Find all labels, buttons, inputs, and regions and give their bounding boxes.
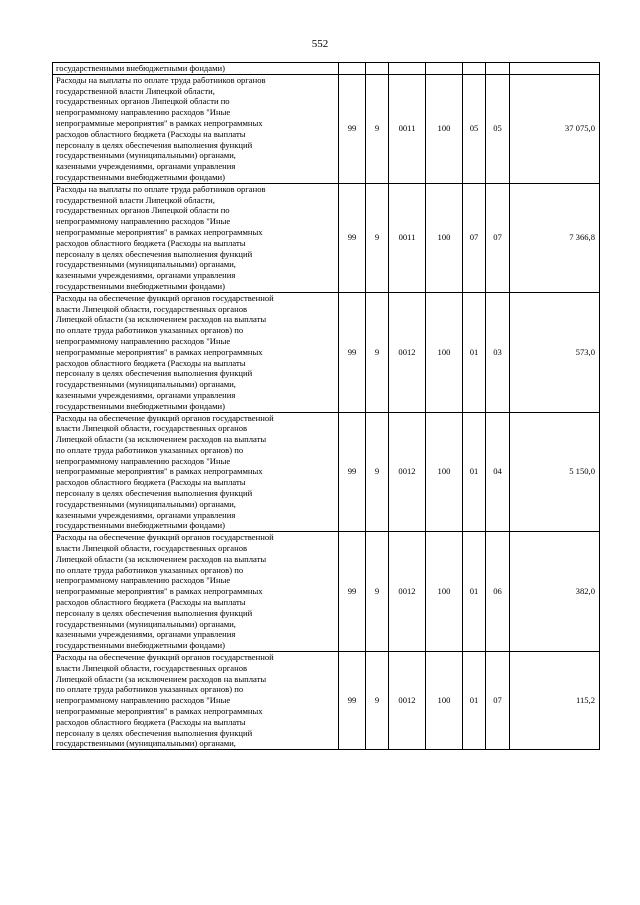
description-line: Липецкой области (за исключением расходов на выплаты xyxy=(56,314,267,325)
subsection-cell xyxy=(486,63,510,75)
table-row xyxy=(53,63,600,75)
description-line: казенными учреждениями, органами управления xyxy=(56,509,236,520)
description-line: Липецкой области (за исключением расходов на выплаты xyxy=(56,553,267,564)
budget-table xyxy=(52,62,600,750)
section-cell: 07 xyxy=(463,183,486,292)
description-line: персоналу в целях обеспечения выполнения функций xyxy=(56,368,253,379)
program-code-cell: 99 xyxy=(339,74,366,183)
expense-type-cell: 100 xyxy=(426,652,463,750)
subprogram-code-cell xyxy=(366,63,389,75)
description-line: непрограммные мероприятия" в рамках непрограммных xyxy=(56,346,263,357)
description-line: персоналу в целях обеспечения выполнения функций xyxy=(56,488,253,499)
description-line: по оплате труда работников указанных органов) по xyxy=(56,325,244,336)
expense-description xyxy=(53,183,339,292)
subsection-cell: 06 xyxy=(486,532,510,652)
description-line: непрограммные мероприятия" в рамках непрограммных xyxy=(56,466,263,477)
expense-type-cell: 100 xyxy=(426,412,463,532)
section-cell: 05 xyxy=(463,74,486,183)
description-line: государственными внебюджетными фондами) xyxy=(56,280,226,291)
amount-cell: 37 075,0 xyxy=(510,74,600,183)
description-line: государственными (муниципальными) органами, xyxy=(56,618,236,629)
subsection-cell: 07 xyxy=(486,183,510,292)
description-line: непрограммному направлению расходов "Иные xyxy=(56,335,231,346)
program-code-cell: 99 xyxy=(339,292,366,412)
direction-code-cell: 0011 xyxy=(389,74,426,183)
description-line: непрограммному направлению расходов "Иные xyxy=(56,216,231,227)
section-cell: 01 xyxy=(463,412,486,532)
page-number: 552 xyxy=(311,38,329,50)
direction-code-cell: 0011 xyxy=(389,183,426,292)
expense-type-cell: 100 xyxy=(426,292,463,412)
description-line: власти Липецкой области, государственных органов xyxy=(56,662,248,673)
amount-cell: 5 150,0 xyxy=(510,412,600,532)
description-line: Расходы на выплаты по оплате труда работников органов xyxy=(56,183,266,194)
description-line: Расходы на обеспечение функций органов государственной xyxy=(56,652,274,663)
direction-code-cell: 0012 xyxy=(389,292,426,412)
description-line: государственной власти Липецкой области, xyxy=(56,194,215,205)
amount-cell: 7 366,8 xyxy=(510,183,600,292)
description-line: государственными (муниципальными) органами, xyxy=(56,379,236,390)
description-line: государственными внебюджетными фондами) xyxy=(56,63,226,73)
section-cell xyxy=(463,63,486,75)
description-line: непрограммному направлению расходов "Иные xyxy=(56,575,231,586)
expense-type-cell xyxy=(426,63,463,75)
description-line: Расходы на обеспечение функций органов государственной xyxy=(56,292,274,303)
description-line: персоналу в целях обеспечения выполнения функций xyxy=(56,607,253,618)
direction-code-cell xyxy=(389,63,426,75)
subprogram-code-cell: 9 xyxy=(366,652,389,750)
description-line: государственными (муниципальными) органами, xyxy=(56,259,236,270)
subprogram-code-cell: 9 xyxy=(366,183,389,292)
expense-description xyxy=(53,532,339,652)
description-line: власти Липецкой области, государственных органов xyxy=(56,303,248,314)
description-line: Расходы на выплаты по оплате труда работников органов xyxy=(56,74,266,85)
description-line: государственными (муниципальными) органами, xyxy=(56,498,236,509)
expense-type-cell: 100 xyxy=(426,532,463,652)
expense-description xyxy=(53,63,339,75)
description-line: по оплате труда работников указанных органов) по xyxy=(56,444,244,455)
description-line: расходов областного бюджета (Расходы на выплаты xyxy=(56,357,246,368)
description-line: казенными учреждениями, органами управления xyxy=(56,629,236,640)
description-line: непрограммному направлению расходов "Иные xyxy=(56,695,231,706)
expense-type-cell: 100 xyxy=(426,183,463,292)
program-code-cell: 99 xyxy=(339,532,366,652)
description-line: непрограммному направлению расходов "Иные xyxy=(56,107,231,118)
direction-code-cell: 0012 xyxy=(389,532,426,652)
description-line: непрограммные мероприятия" в рамках непрограммных xyxy=(56,586,263,597)
subsection-cell: 04 xyxy=(486,412,510,532)
description-line: государственными (муниципальными) органами, xyxy=(56,738,236,749)
description-line: Липецкой области (за исключением расходов на выплаты xyxy=(56,434,267,445)
description-line: расходов областного бюджета (Расходы на выплаты xyxy=(56,597,246,608)
description-line: власти Липецкой области, государственных органов xyxy=(56,543,248,554)
subsection-cell: 05 xyxy=(486,74,510,183)
description-line: государственными (муниципальными) органами, xyxy=(56,150,236,161)
description-line: государственных органов Липецкой области по xyxy=(56,96,230,107)
description-line: расходов областного бюджета (Расходы на выплаты xyxy=(56,477,246,488)
amount-cell: 115,2 xyxy=(510,652,600,750)
description-line: персоналу в целях обеспечения выполнения функций xyxy=(56,727,253,738)
expense-description xyxy=(53,292,339,412)
description-line: казенными учреждениями, органами управления xyxy=(56,161,236,172)
table-row xyxy=(53,412,600,532)
expense-description xyxy=(53,652,339,750)
subprogram-code-cell: 9 xyxy=(366,532,389,652)
subsection-cell: 07 xyxy=(486,652,510,750)
description-line: расходов областного бюджета (Расходы на выплаты xyxy=(56,128,246,139)
section-cell: 01 xyxy=(463,532,486,652)
program-code-cell: 99 xyxy=(339,652,366,750)
amount-cell xyxy=(510,63,600,75)
table-row xyxy=(53,652,600,750)
section-cell: 01 xyxy=(463,292,486,412)
subprogram-code-cell: 9 xyxy=(366,74,389,183)
description-line: власти Липецкой области, государственных органов xyxy=(56,423,248,434)
description-line: по оплате труда работников указанных органов) по xyxy=(56,684,244,695)
description-line: расходов областного бюджета (Расходы на выплаты xyxy=(56,716,246,727)
subsection-cell: 03 xyxy=(486,292,510,412)
table-body xyxy=(53,63,600,750)
direction-code-cell: 0012 xyxy=(389,412,426,532)
direction-code-cell: 0012 xyxy=(389,652,426,750)
table-row xyxy=(53,292,600,412)
description-line: по оплате труда работников указанных органов) по xyxy=(56,564,244,575)
program-code-cell xyxy=(339,63,366,75)
expense-description xyxy=(53,412,339,532)
program-code-cell: 99 xyxy=(339,412,366,532)
description-line: персоналу в целях обеспечения выполнения функций xyxy=(56,139,253,150)
description-line: государственными внебюджетными фондами) xyxy=(56,520,226,531)
description-line: непрограммные мероприятия" в рамках непрограммных xyxy=(56,226,263,237)
amount-cell: 573,0 xyxy=(510,292,600,412)
program-code-cell: 99 xyxy=(339,183,366,292)
description-line: Расходы на обеспечение функций органов государственной xyxy=(56,412,274,423)
description-line: Липецкой области (за исключением расходов на выплаты xyxy=(56,673,267,684)
description-line: казенными учреждениями, органами управления xyxy=(56,270,236,281)
description-line: расходов областного бюджета (Расходы на выплаты xyxy=(56,237,246,248)
amount-cell: 382,0 xyxy=(510,532,600,652)
description-line: непрограммному направлению расходов "Иные xyxy=(56,455,231,466)
description-line: государственной власти Липецкой области, xyxy=(56,85,215,96)
description-line: персоналу в целях обеспечения выполнения функций xyxy=(56,248,253,259)
table-row xyxy=(53,74,600,183)
description-line: государственными внебюджетными фондами) xyxy=(56,171,226,182)
description-line: непрограммные мероприятия" в рамках непрограммных xyxy=(56,706,263,717)
section-cell: 01 xyxy=(463,652,486,750)
expense-type-cell: 100 xyxy=(426,74,463,183)
subprogram-code-cell: 9 xyxy=(366,292,389,412)
table-row xyxy=(53,532,600,652)
description-line: казенными учреждениями, органами управления xyxy=(56,389,236,400)
description-line: Расходы на обеспечение функций органов государственной xyxy=(56,532,274,543)
description-line: государственными внебюджетными фондами) xyxy=(56,640,226,651)
description-line: государственными внебюджетными фондами) xyxy=(56,400,226,411)
table-row xyxy=(53,183,600,292)
expense-description xyxy=(53,74,339,183)
description-line: непрограммные мероприятия" в рамках непрограммных xyxy=(56,117,263,128)
description-line: государственных органов Липецкой области по xyxy=(56,205,230,216)
subprogram-code-cell: 9 xyxy=(366,412,389,532)
